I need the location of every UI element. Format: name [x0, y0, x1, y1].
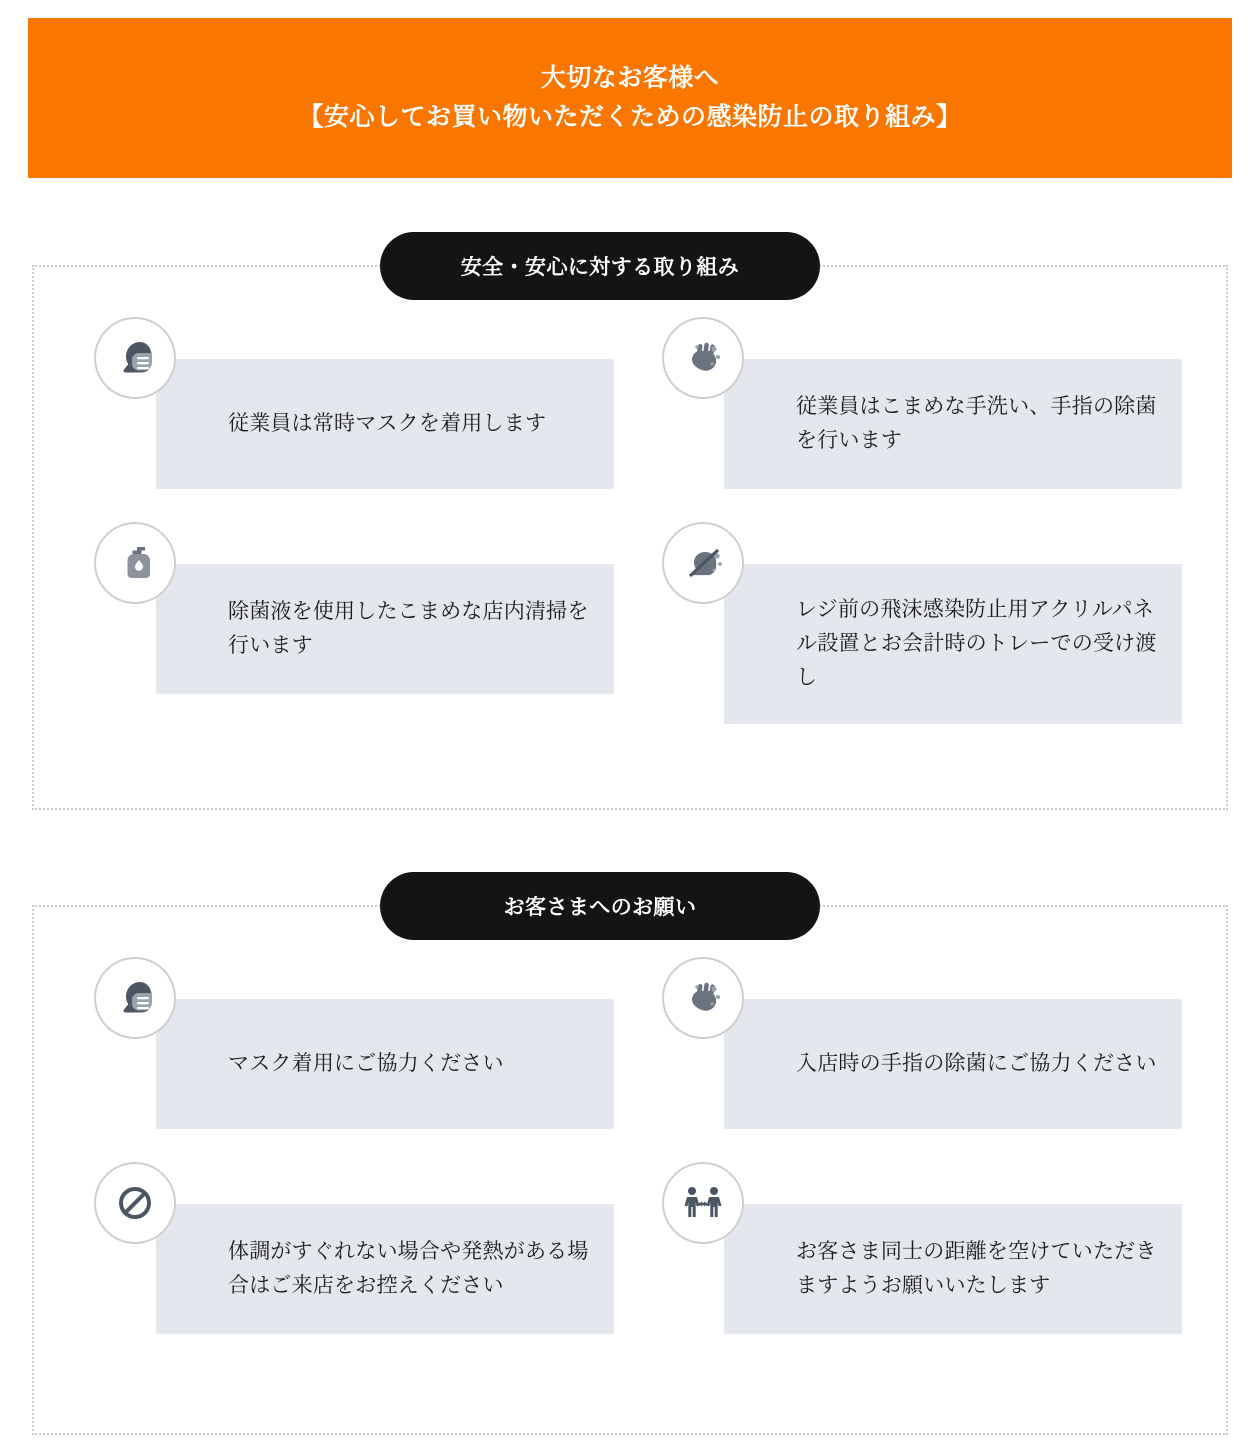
hand-wash-icon: [662, 957, 744, 1039]
list-item-text: お客さま同士の距離を空けていただきますようお願いいたします: [796, 1239, 1157, 1297]
list-item-text: 体調がすぐれない場合や発熱がある場合はご来店をお控えください: [228, 1239, 589, 1297]
hand-wash-icon: [662, 317, 744, 399]
header-banner: [28, 18, 1232, 178]
list-item-text: 従業員は常時マスクを着用します: [228, 411, 547, 435]
section-safety-grid: [34, 267, 1226, 808]
list-item-text: レジ前の飛沫感染防止用アクリルパネル設置とお会計時のトレーでの受け渡し: [796, 597, 1157, 689]
list-item-box: [156, 1204, 614, 1334]
banner-title-line1: 大切なお客様へ: [540, 64, 720, 93]
list-item-box: [724, 999, 1182, 1129]
section-safety: [32, 265, 1228, 810]
section-safety-title: 安全・安心に対する取り組み: [380, 232, 820, 300]
banner-title-line2: 【安心してお買い物いただくための感染防止の取り組み】: [298, 103, 962, 131]
sanitizer-bottle-icon: [94, 522, 176, 604]
list-item-box: [156, 999, 614, 1129]
list-item-box: [156, 564, 614, 694]
list-item-text: 入店時の手指の除菌にご協力ください: [796, 1051, 1157, 1075]
list-item-text: マスク着用にご協力ください: [228, 1051, 504, 1075]
list-item-box: [724, 1204, 1182, 1334]
list-item-text: 従業員はこまめな手洗い、手指の除菌を行います: [796, 394, 1157, 452]
section-request-grid: [34, 907, 1226, 1433]
mask-icon: [94, 317, 176, 399]
social-distance-icon: [662, 1162, 744, 1244]
list-item-text: 除菌液を使用したこまめな店内清掃を行います: [228, 599, 589, 657]
section-request: [32, 905, 1228, 1435]
mask-icon: [94, 957, 176, 1039]
list-item-box: [724, 359, 1182, 489]
section-request-title: お客さまへのお願い: [380, 872, 820, 940]
prohibited-icon: [94, 1162, 176, 1244]
list-item-box: [724, 564, 1182, 724]
list-item-box: [156, 359, 614, 489]
no-droplets-icon: [662, 522, 744, 604]
